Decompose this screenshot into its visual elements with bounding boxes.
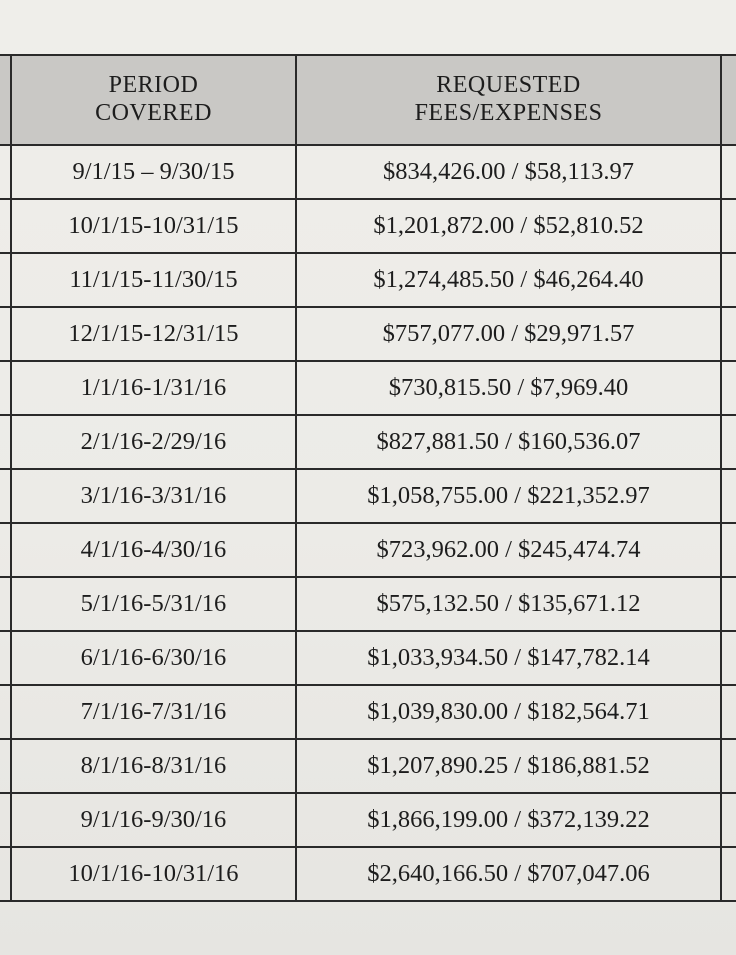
period-cell: 11/1/15-11/30/15 — [11, 253, 296, 307]
left-edge-cell — [0, 739, 11, 793]
left-edge-cell — [0, 847, 11, 901]
period-cell: 7/1/16-7/31/16 — [11, 685, 296, 739]
table-row — [0, 577, 736, 631]
right-edge-cell — [721, 361, 736, 415]
right-edge-cell — [721, 469, 736, 523]
right-edge-cell — [721, 631, 736, 685]
period-cell: 1/1/16-1/31/16 — [11, 361, 296, 415]
left-edge-cell — [0, 145, 11, 199]
right-edge-cell — [721, 145, 736, 199]
left-edge-cell — [0, 199, 11, 253]
fee-table — [0, 54, 736, 902]
fees-cell: $1,058,755.00 / $221,352.97 — [296, 469, 721, 523]
fees-cell: $834,426.00 / $58,113.97 — [296, 145, 721, 199]
table-row — [0, 631, 736, 685]
table-row — [0, 469, 736, 523]
fees-header-line1: REQUESTED — [436, 72, 581, 99]
fees-cell: $827,881.50 / $160,536.07 — [296, 415, 721, 469]
period-header-line1: PERIOD — [108, 72, 199, 99]
fees-header-line2: FEES/EXPENSES — [414, 100, 603, 126]
right-edge-cell — [721, 415, 736, 469]
left-edge-cell — [0, 361, 11, 415]
right-edge-cell — [721, 199, 736, 253]
period-cell: 4/1/16-4/30/16 — [11, 523, 296, 577]
fees-cell: $730,815.50 / $7,969.40 — [296, 361, 721, 415]
table-row — [0, 199, 736, 253]
table-row — [0, 361, 736, 415]
period-cell: 10/1/15-10/31/15 — [11, 199, 296, 253]
table-row — [0, 685, 736, 739]
period-cell: 12/1/15-12/31/15 — [11, 307, 296, 361]
fees-cell: $575,132.50 / $135,671.12 — [296, 577, 721, 631]
fees-cell: $1,033,934.50 / $147,782.14 — [296, 631, 721, 685]
left-edge-cell — [0, 793, 11, 847]
table-header-row — [0, 55, 736, 145]
left-edge-cell — [0, 253, 11, 307]
left-edge-cell — [0, 577, 11, 631]
fees-cell: $723,962.00 / $245,474.74 — [296, 523, 721, 577]
fees-cell: $2,640,166.50 / $707,047.06 — [296, 847, 721, 901]
period-cell: 9/1/15 – 9/30/15 — [11, 145, 296, 199]
right-edge-cell — [721, 523, 736, 577]
left-edge-cell — [0, 469, 11, 523]
requested-fees-header — [296, 55, 721, 145]
table-row — [0, 523, 736, 577]
right-edge-cell — [721, 253, 736, 307]
table-row — [0, 145, 736, 199]
table-row — [0, 307, 736, 361]
fees-cell: $1,039,830.00 / $182,564.71 — [296, 685, 721, 739]
period-cell: 3/1/16-3/31/16 — [11, 469, 296, 523]
fees-cell: $1,201,872.00 / $52,810.52 — [296, 199, 721, 253]
period-cell: 2/1/16-2/29/16 — [11, 415, 296, 469]
fees-cell: $757,077.00 / $29,971.57 — [296, 307, 721, 361]
right-edge-cell — [721, 307, 736, 361]
table-row — [0, 415, 736, 469]
left-edge-cell — [0, 523, 11, 577]
table-row — [0, 793, 736, 847]
period-covered-header — [11, 55, 296, 145]
period-cell: 9/1/16-9/30/16 — [11, 793, 296, 847]
left-edge-cell — [0, 685, 11, 739]
period-cell: 6/1/16-6/30/16 — [11, 631, 296, 685]
table-row — [0, 739, 736, 793]
right-edge-header-cell — [721, 55, 736, 145]
fees-cell: $1,207,890.25 / $186,881.52 — [296, 739, 721, 793]
table-row — [0, 847, 736, 901]
right-edge-cell — [721, 577, 736, 631]
right-edge-cell — [721, 685, 736, 739]
period-header-line2: COVERED — [95, 100, 212, 126]
left-edge-cell — [0, 631, 11, 685]
table-row — [0, 253, 736, 307]
right-edge-cell — [721, 793, 736, 847]
right-edge-cell — [721, 739, 736, 793]
period-cell: 10/1/16-10/31/16 — [11, 847, 296, 901]
right-edge-cell — [721, 847, 736, 901]
left-edge-cell — [0, 307, 11, 361]
left-edge-header-cell — [0, 55, 11, 145]
fees-cell: $1,866,199.00 / $372,139.22 — [296, 793, 721, 847]
fees-cell: $1,274,485.50 / $46,264.40 — [296, 253, 721, 307]
period-cell: 8/1/16-8/31/16 — [11, 739, 296, 793]
period-cell: 5/1/16-5/31/16 — [11, 577, 296, 631]
left-edge-cell — [0, 415, 11, 469]
